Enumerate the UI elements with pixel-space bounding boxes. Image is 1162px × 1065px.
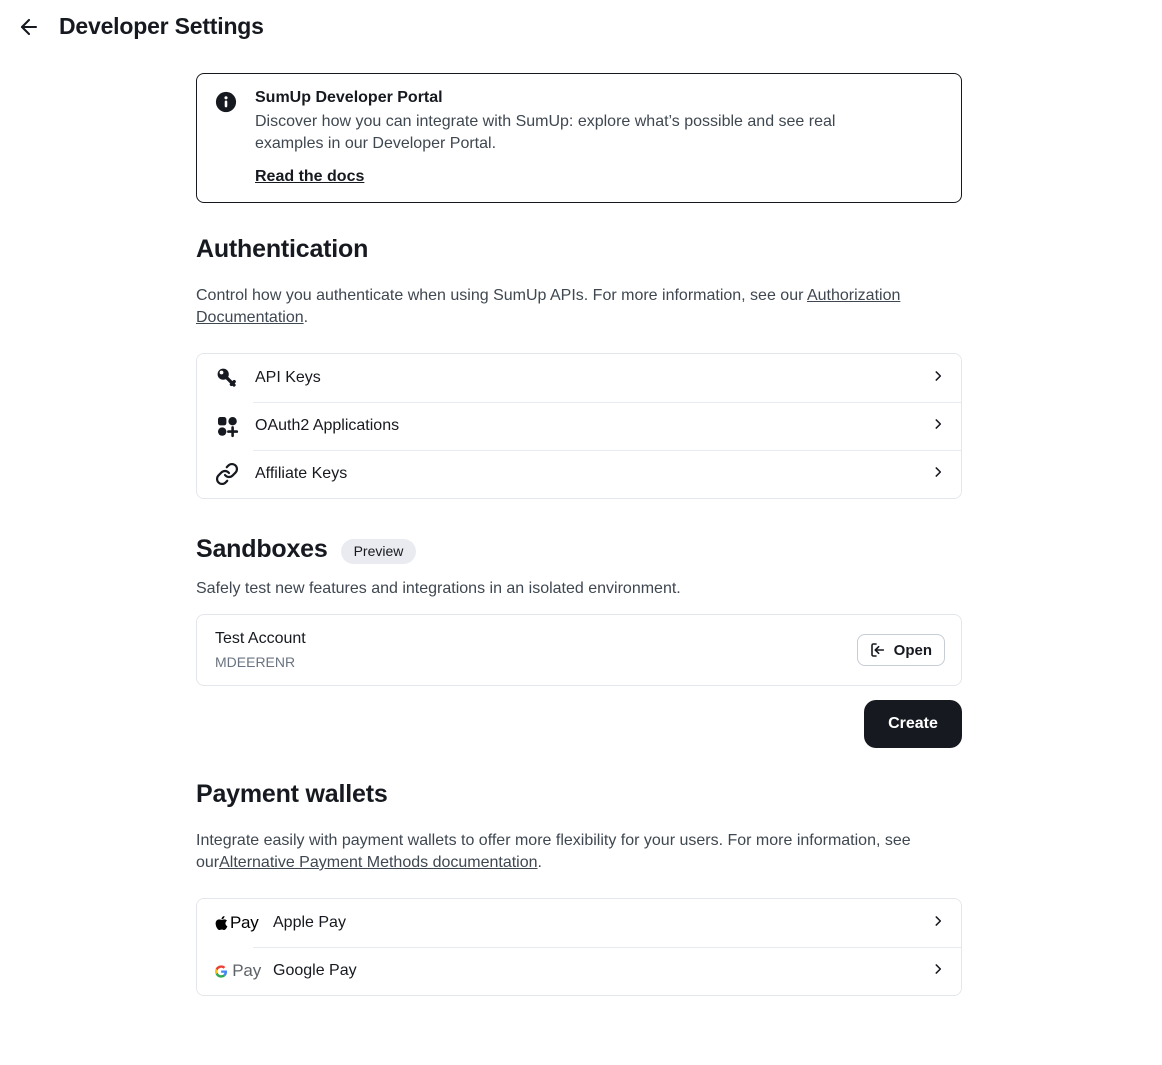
chevron-right-icon xyxy=(931,465,945,484)
google-g-icon xyxy=(215,963,227,980)
payment-wallets-heading: Payment wallets xyxy=(196,780,388,808)
account-code: MDEERENR xyxy=(215,654,296,670)
open-button[interactable] xyxy=(857,634,945,666)
back-button[interactable] xyxy=(16,14,42,40)
developer-portal-banner xyxy=(196,73,962,203)
list-item-label: Apple Pay xyxy=(273,914,346,931)
link-icon xyxy=(215,462,239,486)
google-pay-logo-text: Pay xyxy=(232,961,261,980)
authentication-description xyxy=(196,285,962,329)
payment-wallets-description xyxy=(196,830,962,874)
authentication-heading: Authentication xyxy=(196,235,369,263)
list-item-api-keys[interactable] xyxy=(197,354,961,402)
preview-badge: Preview xyxy=(341,539,417,564)
read-the-docs-link[interactable]: Read the docs xyxy=(255,168,365,185)
list-item-label: Affiliate Keys xyxy=(255,465,348,482)
info-icon xyxy=(215,89,237,186)
banner-title: SumUp Developer Portal xyxy=(255,89,443,106)
apple-icon xyxy=(215,915,228,931)
sandboxes-heading xyxy=(196,535,962,564)
list-item-label: Google Pay xyxy=(273,962,357,979)
sandboxes-heading-text: Sandboxes xyxy=(196,535,328,563)
account-name: Test Account xyxy=(215,630,306,647)
list-item-affiliate-keys[interactable] xyxy=(197,450,961,498)
google-pay-logo xyxy=(215,961,261,981)
test-account-card xyxy=(196,614,962,686)
main-content xyxy=(196,73,962,996)
apple-pay-logo xyxy=(215,913,261,933)
authentication-list xyxy=(196,353,962,499)
apps-plus-icon xyxy=(215,414,239,438)
list-item-oauth2-applications[interactable] xyxy=(197,402,961,450)
banner-body: Discover how you can integrate with SumUp: explore what’s possible and see real examples in our Developer Portal. xyxy=(255,113,836,152)
authentication-description-suffix: . xyxy=(303,309,309,326)
authentication-description-text: Control how you authenticate when using SumUp APIs. For more information, see our xyxy=(196,287,807,304)
create-button[interactable]: Create xyxy=(864,700,962,748)
sandboxes-description: Safely test new features and integrations in an isolated environment. xyxy=(196,580,681,597)
list-item-apple-pay[interactable] xyxy=(197,899,961,947)
account-info xyxy=(215,630,857,670)
payment-wallets-description-suffix: . xyxy=(537,854,542,871)
payment-wallets-list xyxy=(196,898,962,996)
apple-pay-logo-text: Pay xyxy=(230,913,259,932)
arrow-left-icon xyxy=(17,15,41,39)
create-row xyxy=(196,700,962,748)
open-button-label: Open xyxy=(893,641,932,659)
list-item-google-pay[interactable] xyxy=(197,947,961,995)
chevron-right-icon xyxy=(931,417,945,436)
alternative-payment-methods-link[interactable]: Alternative Payment Methods documentation xyxy=(219,854,538,871)
list-item-label: API Keys xyxy=(255,369,321,386)
payment-wallets-description-text: Integrate easily with payment wallets to offer more flexibility for your users. For more information, see our xyxy=(196,832,911,871)
page-title: Developer Settings xyxy=(59,13,264,39)
chevron-right-icon xyxy=(931,962,945,981)
authorization-documentation-link[interactable]: Authorization Documentation xyxy=(196,287,901,326)
list-item-label: OAuth2 Applications xyxy=(255,417,400,434)
chevron-right-icon xyxy=(931,369,945,388)
page-header xyxy=(0,0,1162,50)
key-icon xyxy=(215,366,239,390)
chevron-right-icon xyxy=(931,914,945,933)
log-in-icon xyxy=(870,642,886,658)
